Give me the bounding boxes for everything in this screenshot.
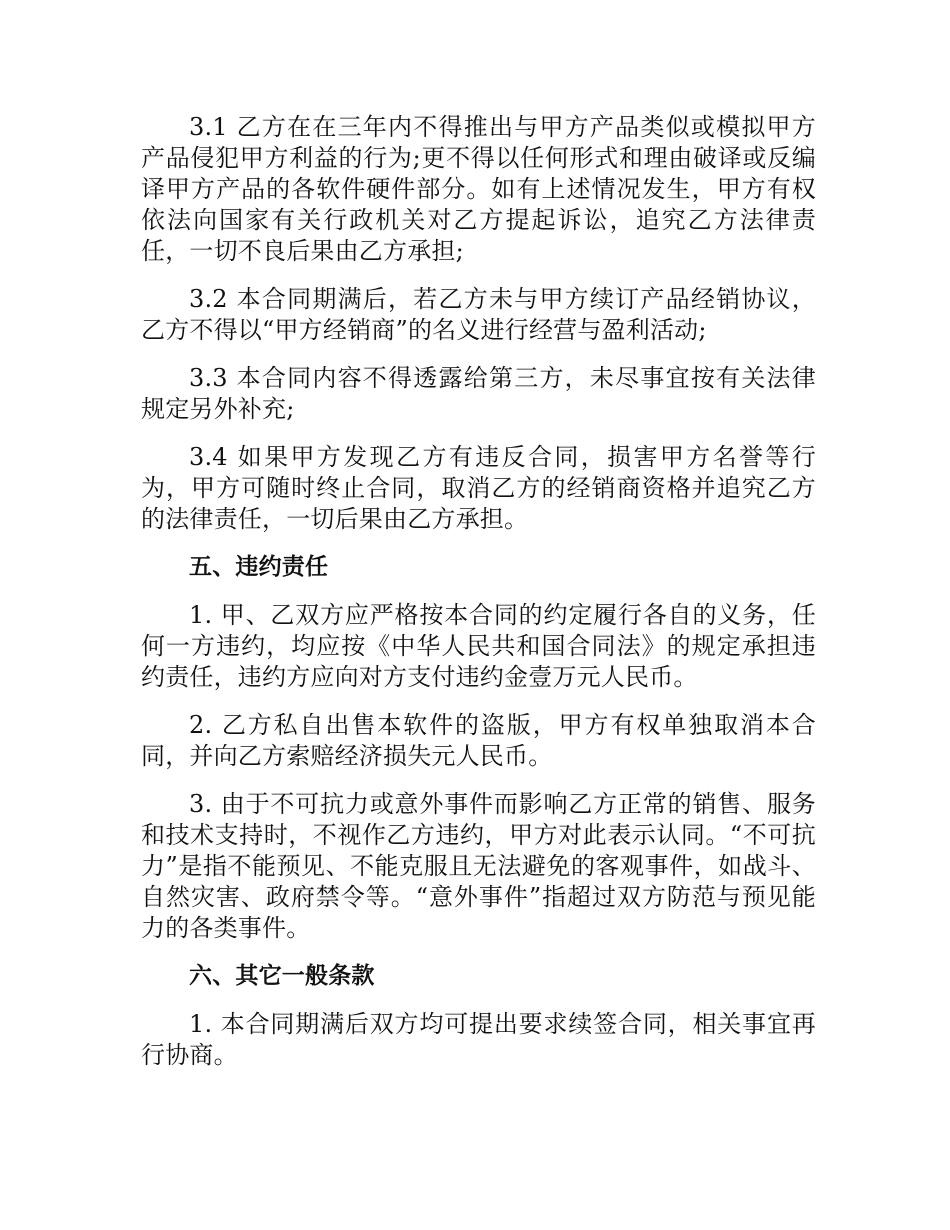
clause-3-2: 3.2 本合同期满后，若乙方未与甲方续订产品经销协议，乙方不得以“甲方经销商”的名义进行经营与盈利活动; [141, 285, 816, 344]
document-body [141, 112, 816, 1088]
section-heading-breach-liability: 五、违约责任 [189, 554, 329, 580]
clause-3-1: 3.1 乙方在在三年内不得推出与甲方产品类似或模拟甲方产品侵犯甲方利益的行为;更不得以任何形式和理由破译或反编译甲方产品的各软件硬件部分。如有上述情况发生，甲方有权依法向国家有关行政机关对乙方提起诉讼，追究乙方法律责任，一切不良后果由乙方承担; [141, 113, 816, 265]
section-heading-general-terms: 六、其它一般条款 [189, 963, 375, 989]
clause-3-3: 3.3 本合同内容不得透露给第三方，未尽事宜按有关法律规定另外补充; [141, 364, 816, 423]
clause-5-2: 2. 乙方私自出售本软件的盗版，甲方有权单独取消本合同，并向乙方索赔经济损失元人民币。 [141, 711, 816, 770]
clause-6-1: 1. 本合同期满后双方均可提出要求续签合同，相关事宜再行协商。 [141, 1010, 816, 1069]
clause-3-4: 3.4 如果甲方发现乙方有违反合同，损害甲方名誉等行为，甲方可随时终止合同，取消乙方的经销商资格并追究乙方的法律责任，一切后果由乙方承担。 [141, 443, 816, 533]
clause-5-1: 1. 甲、乙双方应严格按本合同的约定履行各自的义务，任何一方违约，均应按《中华人民共和国合同法》的规定承担违约责任，违约方应向对方支付违约金壹万元人民币。 [141, 601, 816, 691]
clause-5-3: 3. 由于不可抗力或意外事件而影响乙方正常的销售、服务和技术支持时，不视作乙方违约，甲方对此表示认同。“不可抗力”是指不能预见、不能克服且无法避免的客观事件，如战斗、自然灾害、政府禁令等。“意外事件”指超过双方防范与预见能力的各类事件。 [141, 790, 816, 942]
